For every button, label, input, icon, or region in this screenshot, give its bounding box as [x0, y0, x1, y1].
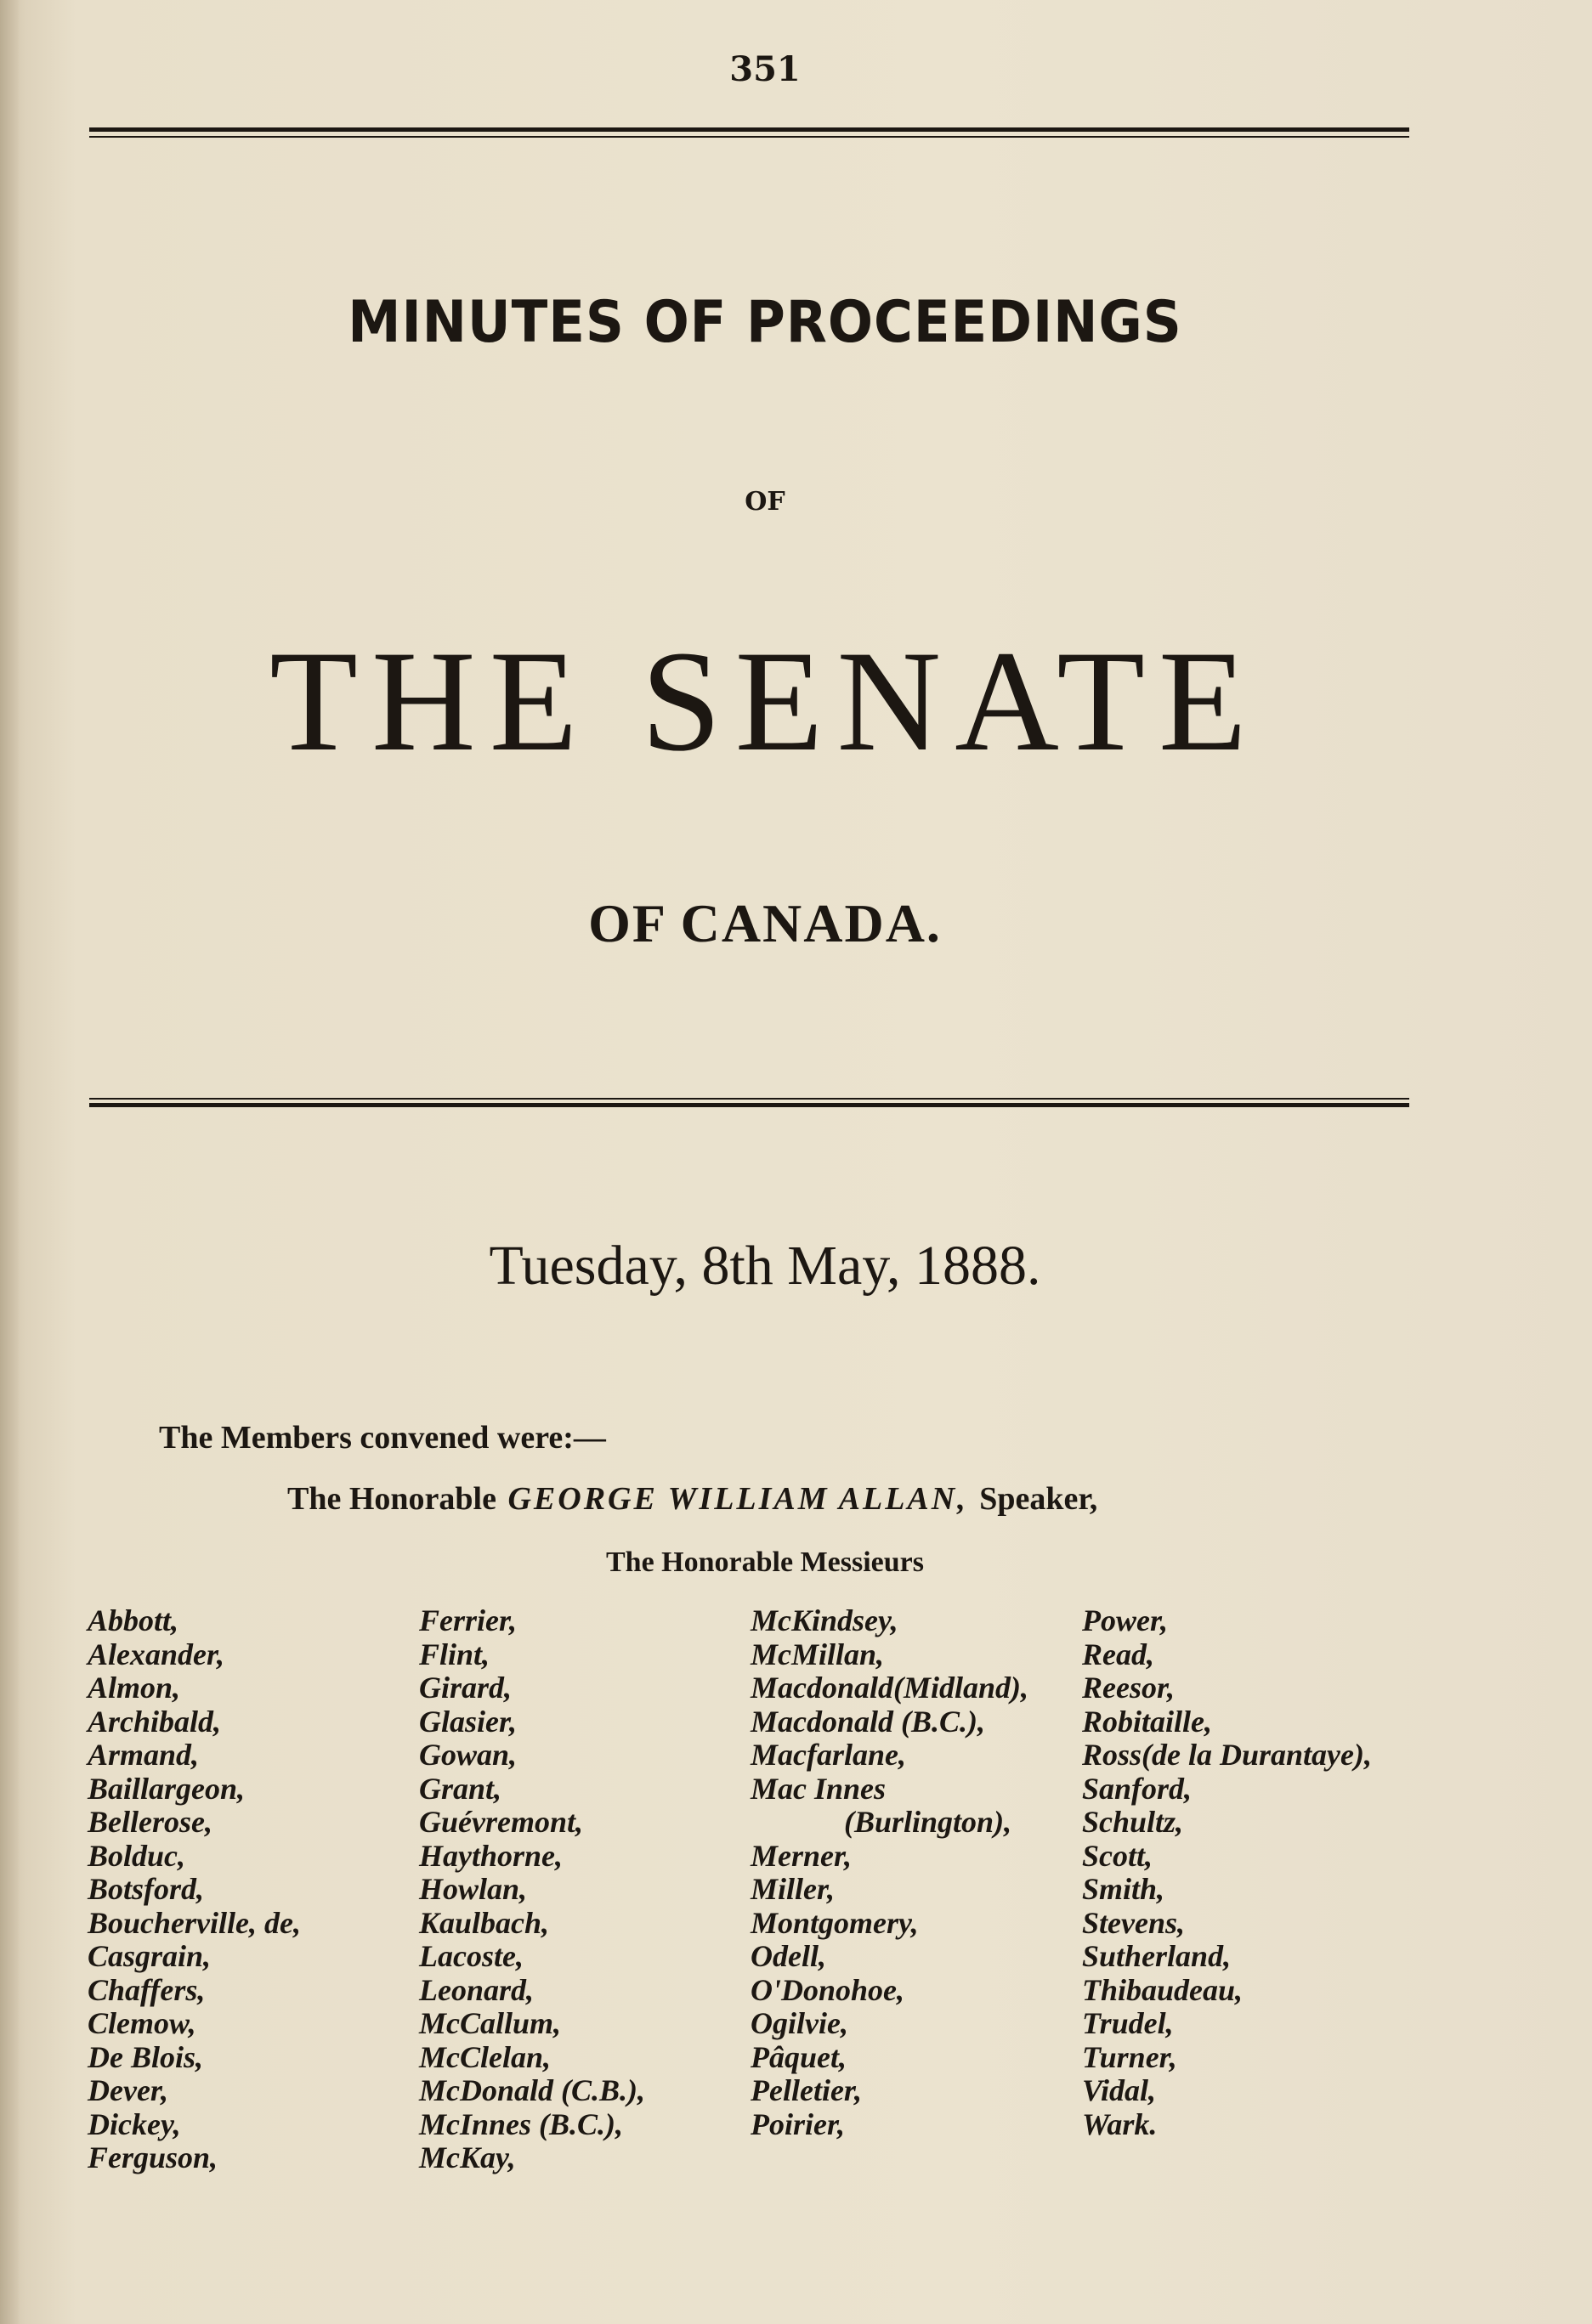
member-name: McCallum, — [419, 2006, 562, 2040]
member-name: Turner, — [1082, 2039, 1177, 2074]
member-name: Pâquet, — [751, 2039, 847, 2074]
member-name: Almon, — [88, 1671, 181, 1705]
speaker-prefix: The Honorable — [287, 1481, 496, 1517]
member-name: Ferrier, — [419, 1603, 518, 1637]
member-name: Sanford, — [1082, 1771, 1193, 1806]
member-name: Robitaille, — [1082, 1704, 1212, 1739]
member-name: Casgrain, — [88, 1939, 212, 1973]
member-name: Haythorne, — [419, 1838, 564, 1873]
member-name: Bolduc, — [88, 1838, 186, 1873]
member-name: De Blois, — [88, 2039, 204, 2074]
member-name: Macdonald (B.C.), — [751, 1704, 986, 1739]
member-name: Baillargeon, — [88, 1771, 246, 1806]
member-name: Dever, — [88, 2073, 168, 2107]
page-gutter-shadow — [0, 0, 19, 2324]
member-name: Gowan, — [419, 1738, 518, 1772]
members-column-4 — [1082, 1604, 1372, 2141]
member-name: Ross(de la Durantaye), — [1082, 1738, 1372, 1772]
member-name: Scott, — [1082, 1838, 1153, 1873]
member-name: Odell, — [751, 1939, 826, 1973]
member-name: Armand, — [88, 1738, 200, 1772]
member-name: Clemow, — [88, 2006, 196, 2040]
member-name: Schultz, — [1082, 1805, 1184, 1839]
heading-of-canada: OF CANADA. — [588, 893, 942, 953]
member-name: Thibaudeau, — [1082, 1972, 1244, 2007]
top-rule-thin — [89, 136, 1409, 138]
middle-rule — [89, 1103, 1409, 1107]
member-name: Read, — [1082, 1637, 1154, 1671]
members-column-3 — [751, 1604, 1028, 2141]
member-name: Wark. — [1082, 2106, 1158, 2141]
member-name: Pelletier, — [751, 2073, 862, 2107]
member-name: Alexander, — [88, 1637, 225, 1671]
member-name: Abbott, — [88, 1603, 179, 1637]
member-name: Girard, — [419, 1671, 513, 1705]
member-name: Grant, — [419, 1771, 502, 1806]
top-rule — [89, 127, 1409, 132]
member-name: Mac Innes — [751, 1771, 887, 1806]
member-name: Macdonald(Midland), — [751, 1671, 1029, 1705]
member-name: Glasier, — [419, 1704, 518, 1739]
members-column-2 — [419, 1604, 645, 2175]
members-column-1 — [88, 1604, 301, 2175]
member-name: Power, — [1082, 1603, 1169, 1637]
members-convened-label: The Members convened were:— — [159, 1420, 606, 1456]
member-name: Sutherland, — [1082, 1939, 1232, 1973]
member-name: Flint, — [419, 1637, 490, 1671]
member-name: Kaulbach, — [419, 1905, 550, 1940]
messieurs-label: The Honorable Messieurs — [606, 1547, 924, 1578]
member-name: Botsford, — [88, 1872, 205, 1906]
member-name: McMillan, — [751, 1637, 885, 1671]
member-name: Montgomery, — [751, 1905, 919, 1940]
member-name: Boucherville, de, — [88, 1905, 301, 1940]
member-name: McInnes (B.C.), — [419, 2106, 624, 2141]
member-name: McKindsey, — [751, 1603, 898, 1637]
member-name: Chaffers, — [88, 1972, 206, 2007]
member-name: Lacoste, — [419, 1939, 524, 1973]
member-name: Leonard, — [419, 1972, 534, 2007]
speaker-name: GEORGE WILLIAM ALLAN, — [507, 1481, 968, 1517]
member-name: Ogilvie, — [751, 2006, 848, 2040]
member-name: Guévremont, — [419, 1805, 583, 1839]
heading-minutes-of-proceedings: MINUTES OF PROCEEDINGS — [348, 289, 1182, 356]
speaker-line — [287, 1480, 1097, 1518]
member-name: Stevens, — [1082, 1905, 1185, 1940]
member-name: Dickey, — [88, 2106, 181, 2141]
member-name: Trudel, — [1082, 2006, 1174, 2040]
member-name: Bellerose, — [88, 1805, 212, 1839]
speaker-title: Speaker, — [979, 1481, 1098, 1517]
member-name-continuation: (Burlington), — [844, 1805, 1012, 1839]
heading-the-senate: THE SENATE — [269, 621, 1261, 781]
heading-of: OF — [745, 487, 785, 517]
member-name: Macfarlane, — [751, 1738, 906, 1772]
member-name: Miller, — [751, 1872, 836, 1906]
sitting-date: Tuesday, 8th May, 1888. — [489, 1235, 1041, 1297]
member-name: Reesor, — [1082, 1671, 1176, 1705]
member-name: McDonald (C.B.), — [419, 2073, 646, 2107]
member-name: McClelan, — [419, 2039, 552, 2074]
member-name: O'Donohoe, — [751, 1972, 905, 2007]
member-name: Archibald, — [88, 1704, 222, 1739]
member-name: Ferguson, — [88, 2140, 218, 2174]
member-name: Smith, — [1082, 1872, 1165, 1906]
member-name: Howlan, — [419, 1872, 528, 1906]
middle-rule-thin — [89, 1098, 1409, 1100]
member-name: Merner, — [751, 1838, 853, 1873]
member-name: Poirier, — [751, 2106, 846, 2141]
member-name: Vidal, — [1082, 2073, 1157, 2107]
member-name: McKay, — [419, 2140, 516, 2174]
page-number: 351 — [729, 49, 801, 89]
